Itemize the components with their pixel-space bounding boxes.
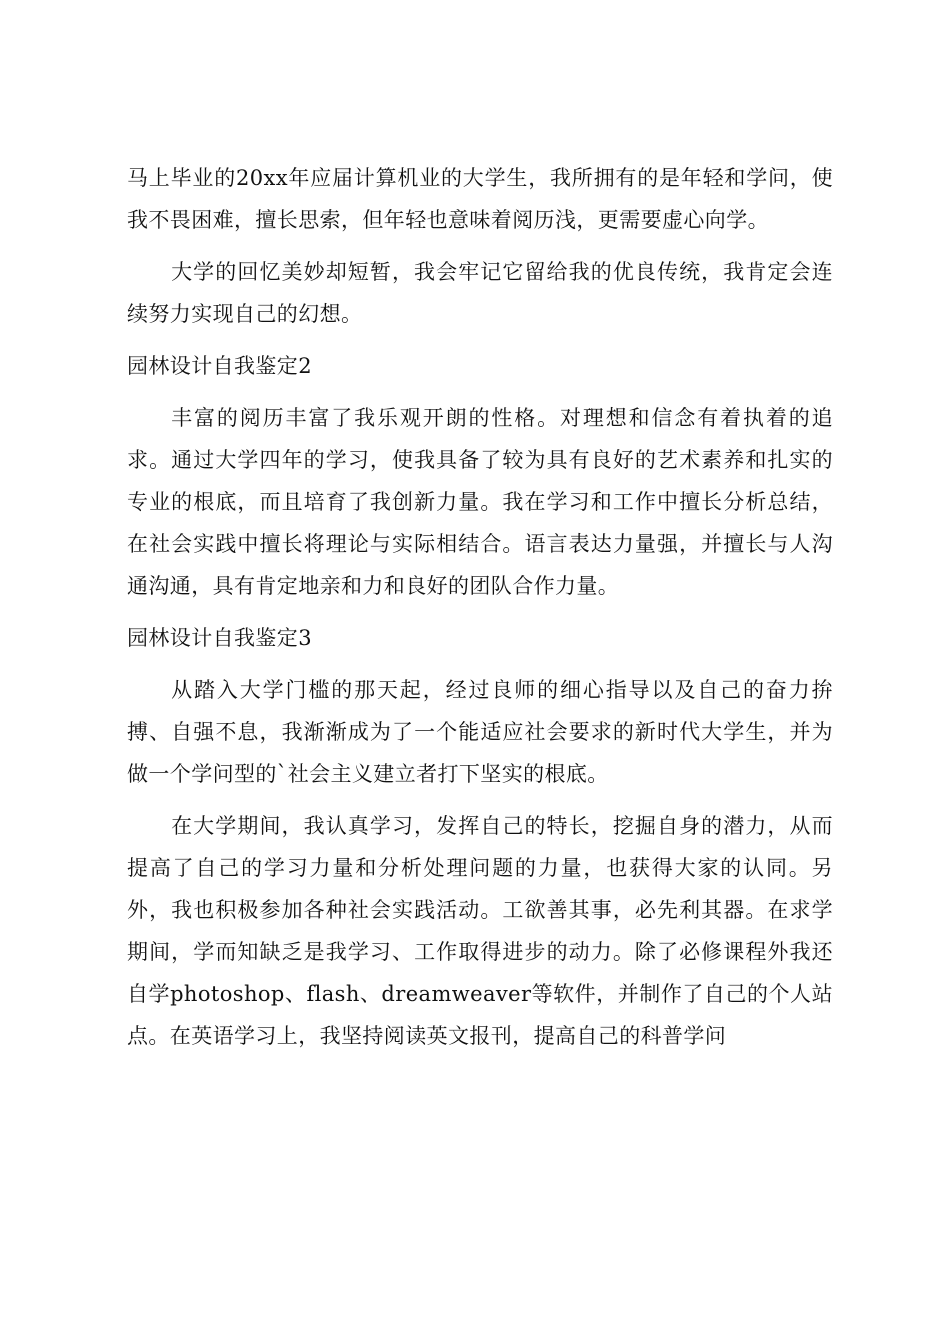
document-page xyxy=(127,157,833,1067)
paragraph-intro: 马上毕业的20xx年应届计算机业的大学生，我所拥有的是年轻和学问，使我不畏困难，擅长思索，但年轻也意味着阅历浅，更需要虚心向学。 xyxy=(127,166,833,232)
section-heading-2: 园林设计自我鉴定2 xyxy=(127,354,312,378)
paragraph-section-2: 丰富的阅历丰富了我乐观开朗的性格。对理想和信念有着执着的追求。通过大学四年的学习，使我具备了较为具有良好的艺术素养和扎实的专业的根底，而且培育了我创新力量。我在学习和工作中擅长分析总结，在社会实践中擅长将理论与实际相结合。语言表达力量强，并擅长与人沟通沟通，具有肯定地亲和力和良好的团队合作力量。 xyxy=(127,406,833,598)
section-heading-3: 园林设计自我鉴定3 xyxy=(127,626,312,650)
paragraph-memory: 大学的回忆美妙却短暂，我会牢记它留给我的优良传统，我肯定会连续努力实现自己的幻想。 xyxy=(127,260,833,326)
paragraph-section-3-a: 从踏入大学门槛的那天起，经过良师的细心指导以及自己的奋力拚搏、自强不息，我渐渐成为了一个能适应社会要求的新时代大学生，并为做一个学问型的`社会主义建立者打下坚实的根底。 xyxy=(127,678,833,786)
paragraph-section-3-b: 在大学期间，我认真学习，发挥自己的特长，挖掘自身的潜力，从而提高了自己的学习力量和分析处理问题的力量，也获得大家的认同。另外，我也积极参加各种社会实践活动。工欲善其事，必先利其器。在求学期间，学而知缺乏是我学习、工作取得进步的动力。除了必修课程外我还自学photoshop、flash、dreamweaver等软件，并制作了自己的个人站点。在英语学习上，我坚持阅读英文报刊，提高自己的科普学问 xyxy=(127,814,833,1048)
